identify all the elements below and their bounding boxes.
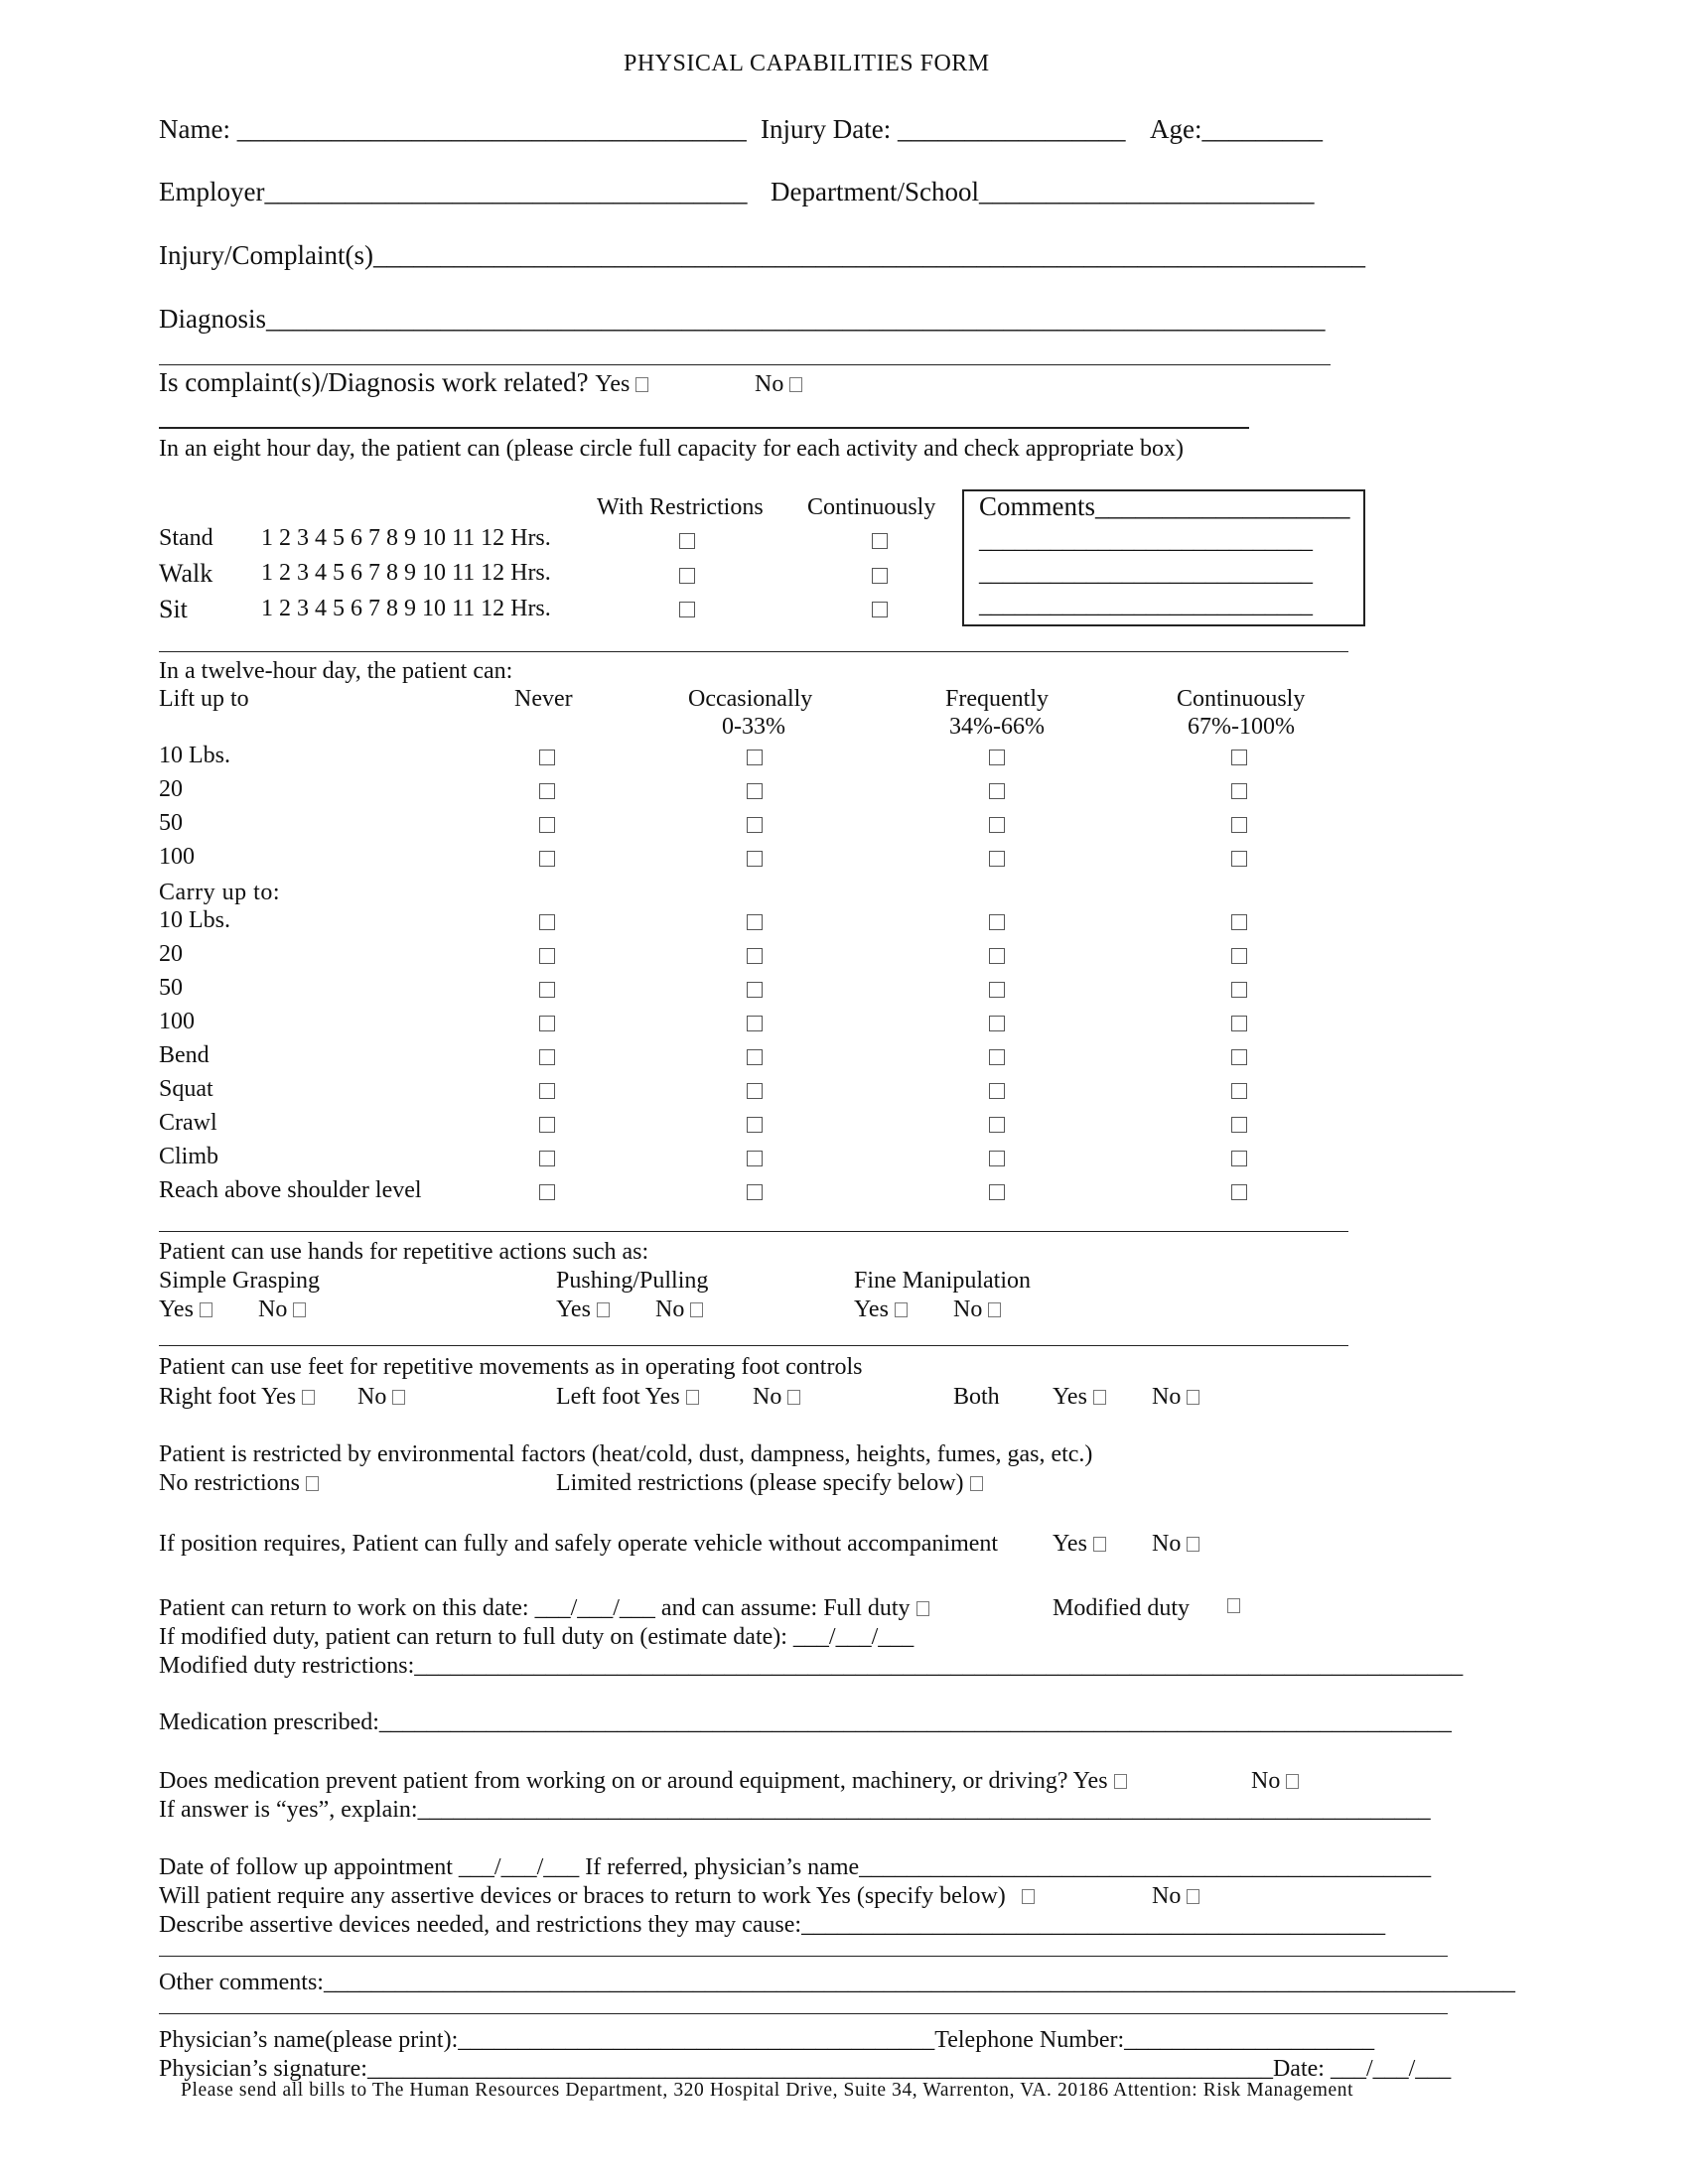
- other-comments-extra-line[interactable]: [159, 2013, 1448, 2014]
- lift-row-label: 10 Lbs.: [159, 743, 230, 768]
- hands-intro: Patient can use hands for repetitive actions such as:: [159, 1239, 649, 1265]
- carry-10-lbs-never-checkbox[interactable]: [539, 914, 555, 930]
- left-foot-yes-checkbox[interactable]: [686, 1390, 699, 1405]
- medication-explain[interactable]: If answer is “yes”, explain:_____________________________________________________________________________________: [159, 1797, 1431, 1823]
- fine-no-checkbox[interactable]: [988, 1302, 1001, 1317]
- yes-label: Yes: [1053, 1384, 1087, 1410]
- carry-10-lbs-frequently-checkbox[interactable]: [989, 914, 1005, 930]
- left-foot-no: [753, 1385, 800, 1409]
- no-restrictions-label: No restrictions: [159, 1470, 300, 1496]
- lift-20-continuously-checkbox[interactable]: [1231, 783, 1247, 799]
- carry-crawl-never-checkbox[interactable]: [539, 1117, 555, 1133]
- col-occasionally-range: 0-33%: [722, 714, 785, 740]
- right-foot-yes: [159, 1385, 315, 1409]
- col-continuously: Continuously: [1177, 686, 1306, 712]
- full-duty-checkbox[interactable]: [916, 1601, 929, 1616]
- carry-squat-occasionally-checkbox[interactable]: [747, 1083, 763, 1099]
- carry-squat-never-checkbox[interactable]: [539, 1083, 555, 1099]
- lift-row-label: 50: [159, 810, 183, 836]
- carry-crawl-occasionally-checkbox[interactable]: [747, 1117, 763, 1133]
- hands-item-pushing-pulling: Pushing/Pulling: [556, 1268, 709, 1294]
- carry-crawl-continuously-checkbox[interactable]: [1231, 1117, 1247, 1133]
- no-label: No: [258, 1297, 288, 1322]
- describe-devices[interactable]: Describe assertive devices needed, and restrictions they may cause:_________________________________________________: [159, 1912, 1386, 1938]
- vehicle-question: If position requires, Patient can fully and safely operate vehicle without accompaniment: [159, 1531, 999, 1557]
- assertive-devices-label: Will patient require any assertive devices or braces to return to work Yes (specify below): [159, 1883, 1006, 1909]
- lift-20-never-checkbox[interactable]: [539, 783, 555, 799]
- work-related-yes-label: Yes: [595, 371, 631, 397]
- carry-50-continuously-checkbox[interactable]: [1231, 982, 1247, 998]
- carry-bend-occasionally-checkbox[interactable]: [747, 1049, 763, 1065]
- carry-50-frequently-checkbox[interactable]: [989, 982, 1005, 998]
- lift-50-never-checkbox[interactable]: [539, 817, 555, 833]
- no-restrictions: [159, 1471, 319, 1495]
- work-related-question: [159, 369, 648, 396]
- lift-10-lbs-continuously-checkbox[interactable]: [1231, 750, 1247, 765]
- form-title: PHYSICAL CAPABILITIES FORM: [624, 51, 990, 76]
- employer-field[interactable]: Employer____________________________________: [159, 177, 748, 206]
- carry-50-occasionally-checkbox[interactable]: [747, 982, 763, 998]
- diagnosis-extra-line[interactable]: [159, 364, 1331, 365]
- medication-yes-checkbox[interactable]: [1114, 1774, 1127, 1789]
- describe-extra-line[interactable]: [159, 1956, 1448, 1957]
- stand-restrictions-checkbox[interactable]: [679, 533, 695, 549]
- medication-prevent-label: Does medication prevent patient from working on or around equipment, machinery, or driving? Yes: [159, 1768, 1108, 1794]
- carry-100-occasionally-checkbox[interactable]: [747, 1016, 763, 1031]
- walk-restrictions-checkbox[interactable]: [679, 568, 695, 584]
- vehicle-no: [1152, 1532, 1199, 1556]
- yes-label: Yes: [854, 1297, 889, 1322]
- section-divider-4: [159, 1345, 1348, 1346]
- carry-row-label: 100: [159, 1009, 195, 1034]
- left-foot-label: Left foot Yes: [556, 1384, 680, 1410]
- carry-100-never-checkbox[interactable]: [539, 1016, 555, 1031]
- carry-row-label: 50: [159, 975, 183, 1001]
- lift-100-never-checkbox[interactable]: [539, 851, 555, 867]
- modified-duty-label: Modified duty: [1053, 1595, 1190, 1621]
- both-feet-label: Both: [953, 1384, 1000, 1410]
- stand-continuously-checkbox[interactable]: [872, 533, 888, 549]
- carry-reach-above-shoulder-level-never-checkbox[interactable]: [539, 1184, 555, 1200]
- injury-date-field[interactable]: Injury Date: _________________: [761, 114, 1126, 144]
- col-continuously-range: 67%-100%: [1188, 714, 1295, 740]
- modified-duty-checkbox[interactable]: [1227, 1598, 1240, 1613]
- injury-complaint-field[interactable]: Injury/Complaint(s)__________________________________________________________________________: [159, 240, 1365, 270]
- carry-row-label: 10 Lbs.: [159, 907, 230, 933]
- carry-climb-continuously-checkbox[interactable]: [1231, 1151, 1247, 1166]
- diagnosis-field[interactable]: Diagnosis_______________________________________________________________________________: [159, 304, 1326, 334]
- both-feet-yes: [1053, 1385, 1106, 1409]
- lift-row-label: 100: [159, 844, 195, 870]
- carry-squat-frequently-checkbox[interactable]: [989, 1083, 1005, 1099]
- return-work-line: [159, 1596, 929, 1620]
- carry-20-continuously-checkbox[interactable]: [1231, 948, 1247, 964]
- environment-intro: Patient is restricted by environmental factors (heat/cold, dust, dampness, heights, fumes, gas, etc.): [159, 1441, 1093, 1467]
- lift-20-frequently-checkbox[interactable]: [989, 783, 1005, 799]
- carry-climb-occasionally-checkbox[interactable]: [747, 1151, 763, 1166]
- lift-50-continuously-checkbox[interactable]: [1231, 817, 1247, 833]
- carry-10-lbs-occasionally-checkbox[interactable]: [747, 914, 763, 930]
- sit-restrictions-checkbox[interactable]: [679, 602, 695, 617]
- limited-restrictions-checkbox[interactable]: [970, 1476, 983, 1491]
- assertive-devices-question: [159, 1884, 1035, 1908]
- lift-label: Lift up to: [159, 686, 249, 712]
- no-label: No: [1152, 1531, 1182, 1557]
- col-frequently-range: 34%-66%: [949, 714, 1045, 740]
- both-yes-checkbox[interactable]: [1093, 1390, 1106, 1405]
- sit-continuously-checkbox[interactable]: [872, 602, 888, 617]
- carry-row-label: Squat: [159, 1076, 213, 1102]
- col-occasionally: Occasionally: [688, 686, 813, 712]
- fine-yes-checkbox[interactable]: [895, 1302, 908, 1317]
- medication-no-checkbox[interactable]: [1286, 1774, 1299, 1789]
- hours-scale-sit[interactable]: 1 2 3 4 5 6 7 8 9 10 11 12 Hrs.: [261, 596, 551, 621]
- carry-climb-frequently-checkbox[interactable]: [989, 1151, 1005, 1166]
- right-foot-no: [357, 1385, 405, 1409]
- vehicle-yes: [1053, 1532, 1106, 1556]
- assertive-no-checkbox[interactable]: [1187, 1889, 1199, 1904]
- col-frequently: Frequently: [945, 686, 1049, 712]
- lift-10-lbs-occasionally-checkbox[interactable]: [747, 750, 763, 765]
- pushing-no: [655, 1297, 703, 1321]
- pushing-yes-checkbox[interactable]: [597, 1302, 610, 1317]
- vehicle-yes-checkbox[interactable]: [1093, 1537, 1106, 1552]
- section-divider-2: [159, 651, 1348, 652]
- carry-bend-frequently-checkbox[interactable]: [989, 1049, 1005, 1065]
- col-with-restrictions: With Restrictions: [597, 494, 764, 520]
- twelve-hour-intro: In a twelve-hour day, the patient can:: [159, 658, 513, 684]
- lift-20-occasionally-checkbox[interactable]: [747, 783, 763, 799]
- lift-50-occasionally-checkbox[interactable]: [747, 817, 763, 833]
- work-related-yes-checkbox[interactable]: [635, 377, 648, 392]
- grasping-yes-checkbox[interactable]: [200, 1302, 212, 1317]
- both-feet-no: [1152, 1385, 1199, 1409]
- other-comments[interactable]: Other comments:____________________________________________________________________________________________________: [159, 1970, 1515, 1995]
- hours-scale-walk[interactable]: 1 2 3 4 5 6 7 8 9 10 11 12 Hrs.: [261, 560, 551, 586]
- no-restrictions-checkbox[interactable]: [306, 1476, 319, 1491]
- left-foot-yes: [556, 1385, 699, 1409]
- no-label: No: [1152, 1883, 1182, 1909]
- no-label: No: [753, 1384, 782, 1410]
- carry-row-label: 20: [159, 941, 183, 967]
- comments-label: Comments___________________: [979, 491, 1350, 521]
- section-divider-1: [159, 427, 1249, 429]
- medication-prescribed[interactable]: Medication prescribed:__________________________________________________________________________________________: [159, 1709, 1452, 1735]
- followup-appointment[interactable]: Date of follow up appointment ___/___/___ If referred, physician’s name________________________________________________: [159, 1854, 1432, 1880]
- walk-continuously-checkbox[interactable]: [872, 568, 888, 584]
- yes-label: Yes: [159, 1297, 194, 1322]
- no-label: No: [357, 1384, 387, 1410]
- row-label-stand: Stand: [159, 525, 213, 551]
- carry-20-never-checkbox[interactable]: [539, 948, 555, 964]
- department-field[interactable]: Department/School_________________________: [771, 177, 1315, 206]
- limited-restrictions-label: Limited restrictions (please specify below): [556, 1470, 964, 1496]
- age-field[interactable]: Age:_________: [1150, 114, 1323, 144]
- lift-10-lbs-never-checkbox[interactable]: [539, 750, 555, 765]
- fine-no: [953, 1297, 1001, 1321]
- work-related-no-checkbox[interactable]: [789, 377, 802, 392]
- carry-100-frequently-checkbox[interactable]: [989, 1016, 1005, 1031]
- no-label: No: [1251, 1768, 1281, 1794]
- yes-label: Yes: [556, 1297, 591, 1322]
- lift-100-continuously-checkbox[interactable]: [1231, 851, 1247, 867]
- billing-footer: Please send all bills to The Human Resources Department, 320 Hospital Drive, Suite 34, Warrenton, VA. 20186 Attention: Risk Management: [181, 2080, 1354, 2101]
- carry-20-occasionally-checkbox[interactable]: [747, 948, 763, 964]
- limited-restrictions: [556, 1471, 983, 1495]
- no-label: No: [953, 1297, 983, 1322]
- right-foot-no-checkbox[interactable]: [392, 1390, 405, 1405]
- carry-reach-above-shoulder-level-frequently-checkbox[interactable]: [989, 1184, 1005, 1200]
- assertive-yes-checkbox[interactable]: [1022, 1889, 1035, 1904]
- lift-10-lbs-frequently-checkbox[interactable]: [989, 750, 1005, 765]
- col-continuously-8h: Continuously: [807, 494, 936, 520]
- feet-intro: Patient can use feet for repetitive movements as in operating foot controls: [159, 1354, 863, 1380]
- lift-100-frequently-checkbox[interactable]: [989, 851, 1005, 867]
- work-related-label: Is complaint(s)/Diagnosis work related?: [159, 367, 589, 397]
- carry-crawl-frequently-checkbox[interactable]: [989, 1117, 1005, 1133]
- col-never: Never: [514, 686, 573, 712]
- carry-50-never-checkbox[interactable]: [539, 982, 555, 998]
- row-label-walk: Walk: [159, 559, 213, 588]
- carry-climb-never-checkbox[interactable]: [539, 1151, 555, 1166]
- name-field[interactable]: Name: ______________________________________: [159, 114, 747, 144]
- carry-20-frequently-checkbox[interactable]: [989, 948, 1005, 964]
- carry-10-lbs-continuously-checkbox[interactable]: [1231, 914, 1247, 930]
- right-foot-label: Right foot Yes: [159, 1384, 297, 1410]
- comments-line-2[interactable]: ____________________________: [979, 561, 1313, 587]
- pushing-yes: [556, 1297, 610, 1321]
- row-label-sit: Sit: [159, 595, 188, 623]
- carry-row-label: Reach above shoulder level: [159, 1177, 422, 1203]
- carry-row-label: Climb: [159, 1144, 219, 1169]
- physician-signature[interactable]: Physician’s signature:____________________________________________________________________________Date: ___/___/___: [159, 2056, 1452, 2082]
- pushing-no-checkbox[interactable]: [690, 1302, 703, 1317]
- grasping-yes: [159, 1297, 212, 1321]
- work-related-no-label: No: [755, 371, 784, 397]
- grasping-no: [258, 1297, 306, 1321]
- both-no-checkbox[interactable]: [1187, 1390, 1199, 1405]
- hours-scale-stand[interactable]: 1 2 3 4 5 6 7 8 9 10 11 12 Hrs.: [261, 525, 551, 551]
- work-related-no: [755, 372, 802, 396]
- modified-duty-restrictions[interactable]: Modified duty restrictions:________________________________________________________________________________________: [159, 1653, 1464, 1679]
- return-work-label[interactable]: Patient can return to work on this date: ___/___/___ and can assume: Full duty: [159, 1595, 911, 1621]
- carry-bend-continuously-checkbox[interactable]: [1231, 1049, 1247, 1065]
- carry-reach-above-shoulder-level-occasionally-checkbox[interactable]: [747, 1184, 763, 1200]
- vehicle-no-checkbox[interactable]: [1187, 1537, 1199, 1552]
- assertive-no: [1152, 1884, 1199, 1908]
- section-divider-3: [159, 1231, 1348, 1232]
- comments-line-3[interactable]: ____________________________: [979, 593, 1313, 618]
- carry-row-label: Bend: [159, 1042, 210, 1068]
- carry-bend-never-checkbox[interactable]: [539, 1049, 555, 1065]
- carry-reach-above-shoulder-level-continuously-checkbox[interactable]: [1231, 1184, 1247, 1200]
- physician-name[interactable]: Physician’s name(please print):________________________________________Telephone Number:_____________________: [159, 2027, 1375, 2053]
- no-label: No: [1152, 1384, 1182, 1410]
- lift-row-label: 20: [159, 776, 183, 802]
- carry-squat-continuously-checkbox[interactable]: [1231, 1083, 1247, 1099]
- carry-row-label: Crawl: [159, 1110, 217, 1136]
- carry-label: Carry up to:: [159, 880, 280, 905]
- lift-50-frequently-checkbox[interactable]: [989, 817, 1005, 833]
- hands-item-simple-grasping: Simple Grasping: [159, 1268, 320, 1294]
- carry-100-continuously-checkbox[interactable]: [1231, 1016, 1247, 1031]
- yes-label: Yes: [1053, 1531, 1087, 1557]
- comments-line-1[interactable]: ____________________________: [979, 528, 1313, 554]
- medication-prevent-question: [159, 1769, 1127, 1793]
- lift-100-occasionally-checkbox[interactable]: [747, 851, 763, 867]
- left-foot-no-checkbox[interactable]: [787, 1390, 800, 1405]
- grasping-no-checkbox[interactable]: [293, 1302, 306, 1317]
- hands-item-fine-manipulation: Fine Manipulation: [854, 1268, 1031, 1294]
- fine-yes: [854, 1297, 908, 1321]
- no-label: No: [655, 1297, 685, 1322]
- right-foot-yes-checkbox[interactable]: [302, 1390, 315, 1405]
- full-duty-estimate[interactable]: If modified duty, patient can return to full duty on (estimate date): ___/___/___: [159, 1624, 914, 1650]
- eight-hour-intro: In an eight hour day, the patient can (please circle full capacity for each activity and check appropriate box): [159, 436, 1184, 462]
- medication-no: [1251, 1769, 1299, 1793]
